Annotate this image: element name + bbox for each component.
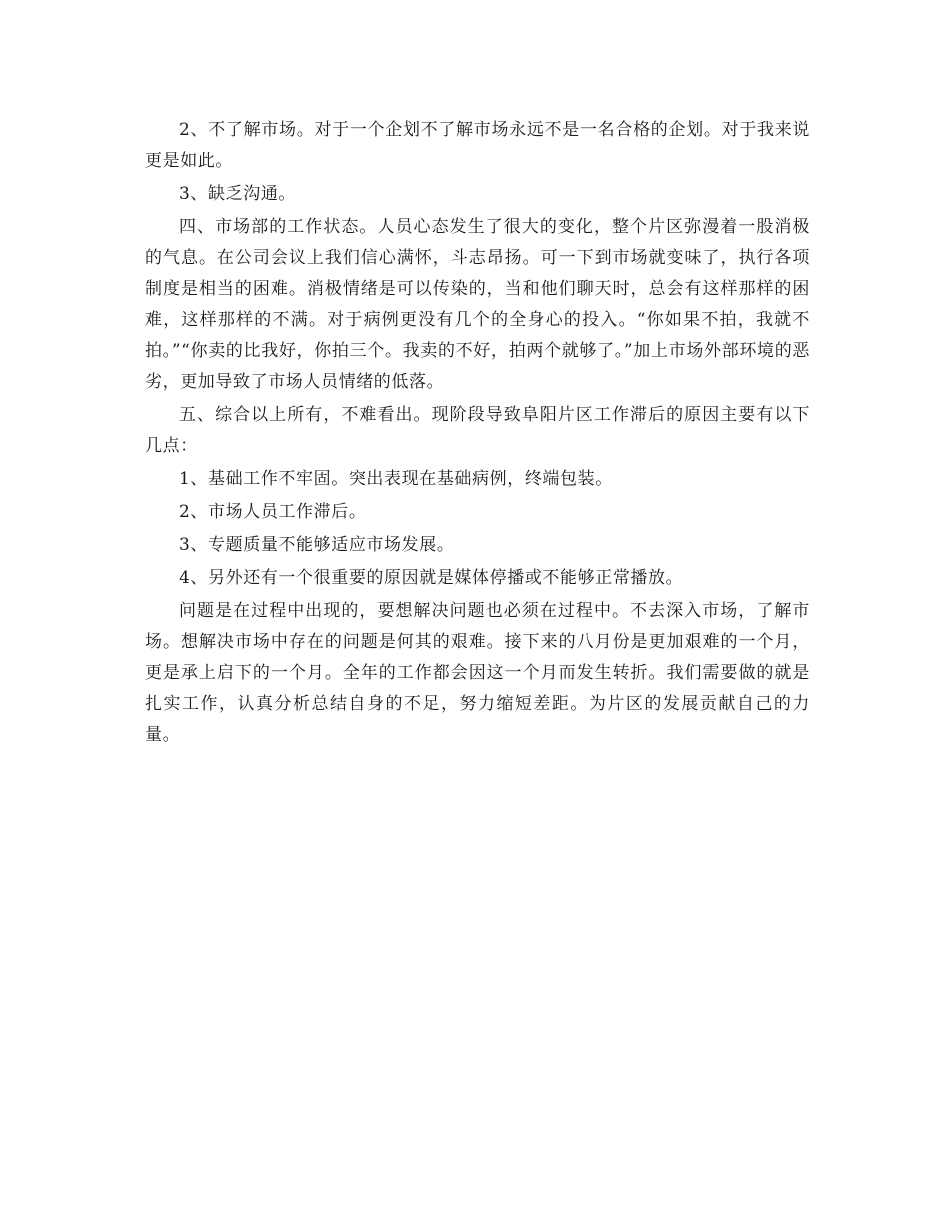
list-item-media: 4、另外还有一个很重要的原因就是媒体停播或不能够正常播放。 [179, 568, 684, 588]
list-item-staff-lag: 2、市场人员工作滞后。 [179, 502, 367, 522]
paragraph-market-knowledge: 2、不了解市场。对于一个企划不了解市场永远不是一名合格的企划。对于我来说更是如此。 [145, 120, 810, 171]
document-body [145, 115, 810, 753]
paragraph-communication: 3、缺乏沟通。 [179, 184, 297, 204]
paragraph-summary: 五、综合以上所有，不难看出。现阶段导致阜阳片区工作滞后的原因主要有以下几点： [145, 405, 810, 456]
paragraph-conclusion: 问题是在过程中出现的，要想解决问题也必须在过程中。不去深入市场，了解市场。想解决市场中存在的问题是何其的艰难。接下来的八月份是更加艰难的一个月，更是承上启下的一个月。全年的工作都会因这一个月而发生转折。我们需要做的就是扎实工作，认真分析总结自身的不足，努力缩短差距。为片区的发展贡献自己的力量。 [145, 601, 810, 745]
list-item-topic-quality: 3、专题质量不能够适应市场发展。 [179, 535, 455, 555]
list-item-foundation: 1、基础工作不牢固。突出表现在基础病例，终端包装。 [179, 469, 613, 489]
paragraph-work-state: 四、市场部的工作状态。人员心态发生了很大的变化，整个片区弥漫着一股消极的气息。在公司会议上我们信心满怀，斗志昂扬。可一下到市场就变味了，执行各项制度是相当的困难。消极情绪是可以传染的，当和他们聊天时，总会有这样那样的困难，这样那样的不满。对于病例更没有几个的全身心的投入。“你如果不拍，我就不拍。”“你卖的比我好，你拍三个。我卖的不好，拍两个就够了。”加上市场外部环境的恶劣，更加导致了市场人员情绪的低落。 [145, 217, 810, 392]
